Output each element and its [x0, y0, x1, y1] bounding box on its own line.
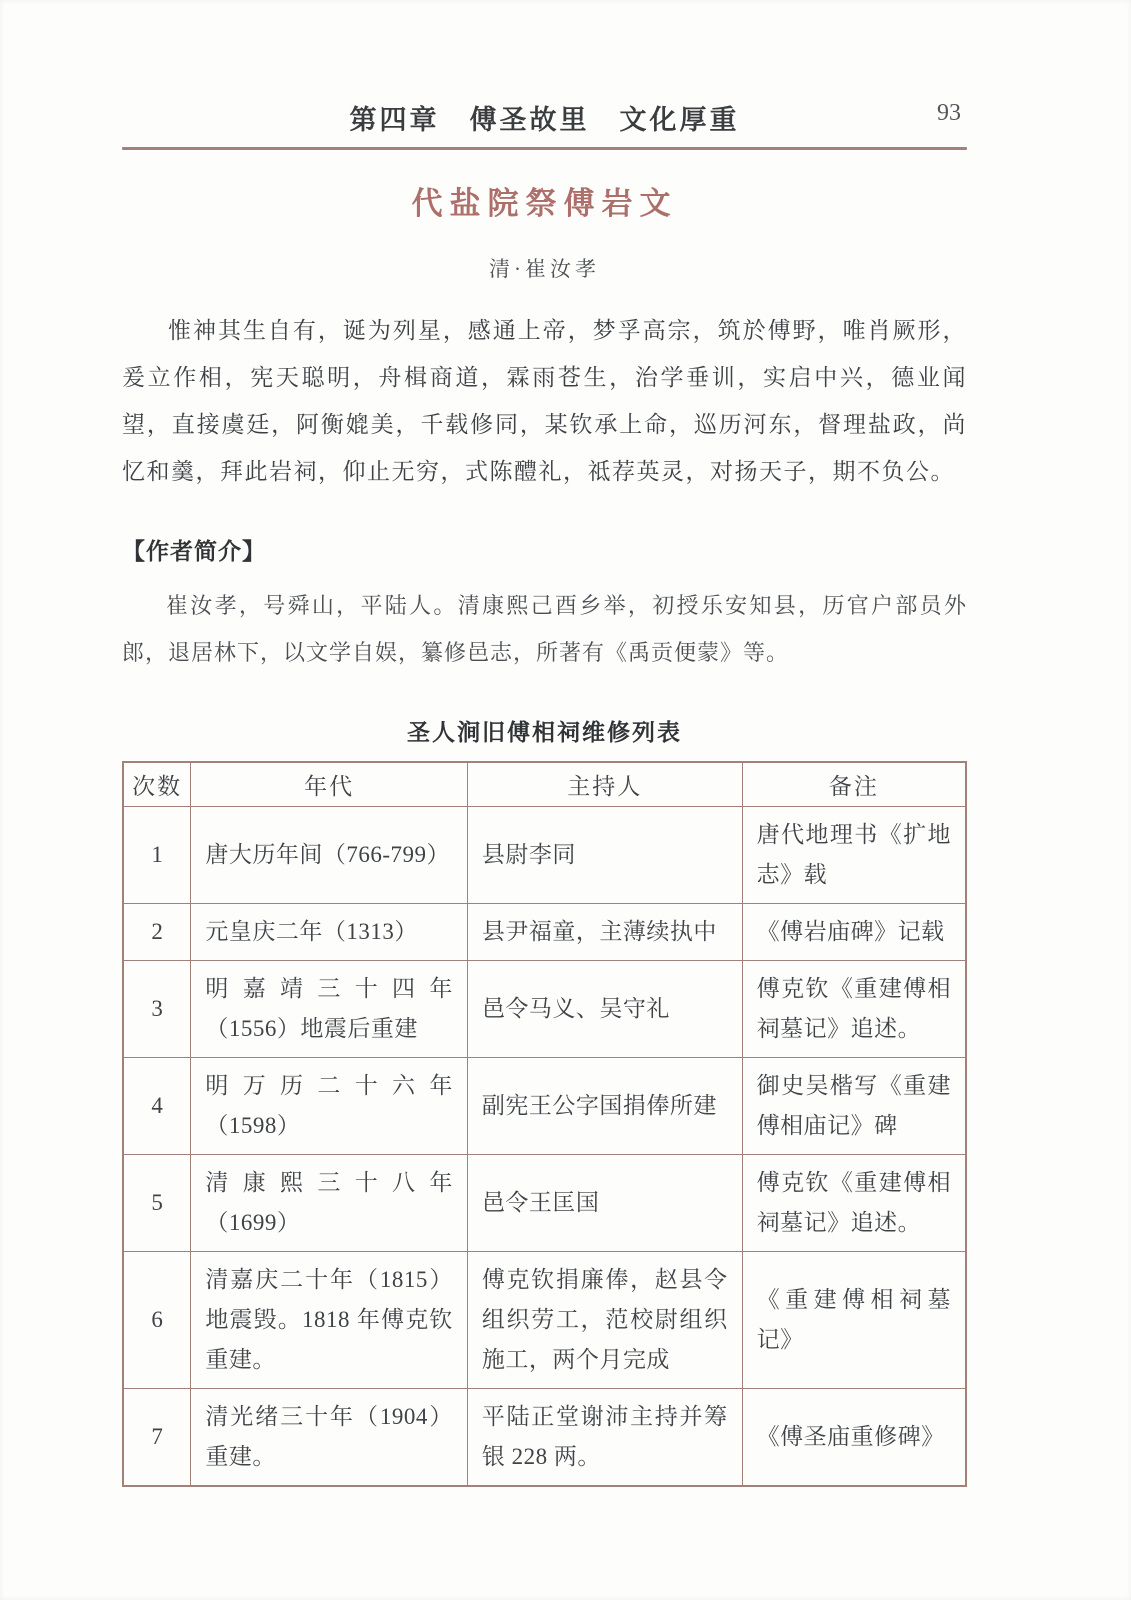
row-number-cell: 5	[123, 1154, 191, 1251]
chapter-title: 第四章 傅圣故里 文化厚重	[349, 105, 740, 135]
header-rule	[122, 147, 967, 150]
article-title: 代盐院祭傅岩文	[411, 186, 678, 221]
table-cell: 元皇庆二年（1313）	[191, 903, 468, 960]
repair-table-head	[123, 762, 966, 806]
table-header-cell: 次数	[123, 762, 191, 806]
table-cell: 副宪王公字国捐俸所建	[467, 1057, 742, 1154]
row-number-cell: 1	[123, 806, 191, 903]
table-cell: 平陆正堂谢沛主持并筹银 228 两。	[467, 1388, 742, 1486]
author-intro-heading: 【作者简介】	[122, 539, 266, 564]
table-row	[123, 903, 966, 960]
row-number-cell: 2	[123, 903, 191, 960]
table-cell: 《傅圣庙重修碑》	[742, 1388, 966, 1486]
table-cell: 傅克钦《重建傅相祠墓记》追述。	[742, 960, 966, 1057]
row-number-cell: 6	[123, 1251, 191, 1388]
table-cell: 明万历二十六年（1598）	[191, 1057, 468, 1154]
repair-table-title: 圣人涧旧傅相祠维修列表	[407, 720, 682, 745]
table-cell: 清康熙三十八年（1699）	[191, 1154, 468, 1251]
table-cell: 傅克钦捐廉俸，赵县令组织劳工，范校尉组织施工，两个月完成	[467, 1251, 742, 1388]
repair-table-body	[123, 806, 966, 1486]
page-content	[122, 0, 967, 1487]
table-header-cell: 主持人	[467, 762, 742, 806]
author-intro-body: 崔汝孝，号舜山，平陆人。清康熙己酉乡举，初授乐安知县，历官户部员外郎，退居林下，以文学自娱，纂修邑志，所著有《禹贡便蒙》等。	[122, 593, 967, 665]
table-row	[123, 806, 966, 903]
table-cell: 傅克钦《重建傅相祠墓记》追述。	[742, 1154, 966, 1251]
table-row	[123, 1388, 966, 1486]
table-header-cell: 备注	[742, 762, 966, 806]
table-cell: 《重建傅相祠墓记》	[742, 1251, 966, 1388]
table-cell: 清光绪三十年（1904）重建。	[191, 1388, 468, 1486]
table-cell: 县尹福童，主薄续执中	[467, 903, 742, 960]
row-number-cell: 7	[123, 1388, 191, 1486]
table-header-row	[123, 762, 966, 806]
table-cell: 唐大历年间（766-799）	[191, 806, 468, 903]
table-row	[123, 960, 966, 1057]
table-cell: 《傅岩庙碑》记载	[742, 903, 966, 960]
table-cell: 邑令马义、吴守礼	[467, 960, 742, 1057]
row-number-cell: 3	[123, 960, 191, 1057]
article-body: 惟神其生自有，诞为列星，感通上帝，梦孚高宗，筑於傅野，唯肖厥形，爰立作相，宪天聪明，舟楫商道，霖雨苍生，治学垂训，实启中兴，德业闻望，直接虞廷，阿衡媲美，千载修同，某钦承上命，巡历河东，督理盐政，尚忆和羹，拜此岩祠，仰止无穷，式陈醴礼，祗荐英灵，对扬天子，期不负公。	[122, 318, 967, 484]
table-cell: 唐代地理书《扩地志》载	[742, 806, 966, 903]
table-cell: 明嘉靖三十四年（1556）地震后重建	[191, 960, 468, 1057]
repair-table	[122, 761, 967, 1487]
page-number: 93	[937, 100, 961, 126]
row-number-cell: 4	[123, 1057, 191, 1154]
table-row	[123, 1154, 966, 1251]
table-row	[123, 1251, 966, 1388]
table-cell: 清嘉庆二十年（1815）地震毁。1818 年傅克钦重建。	[191, 1251, 468, 1388]
page-header	[122, 0, 967, 136]
table-cell: 县尉李同	[467, 806, 742, 903]
article-author: 清·崔汝孝	[489, 257, 600, 281]
table-header-cell: 年代	[191, 762, 468, 806]
table-cell: 邑令王匡国	[467, 1154, 742, 1251]
table-cell: 御史吴楷写《重建傅相庙记》碑	[742, 1057, 966, 1154]
table-row	[123, 1057, 966, 1154]
